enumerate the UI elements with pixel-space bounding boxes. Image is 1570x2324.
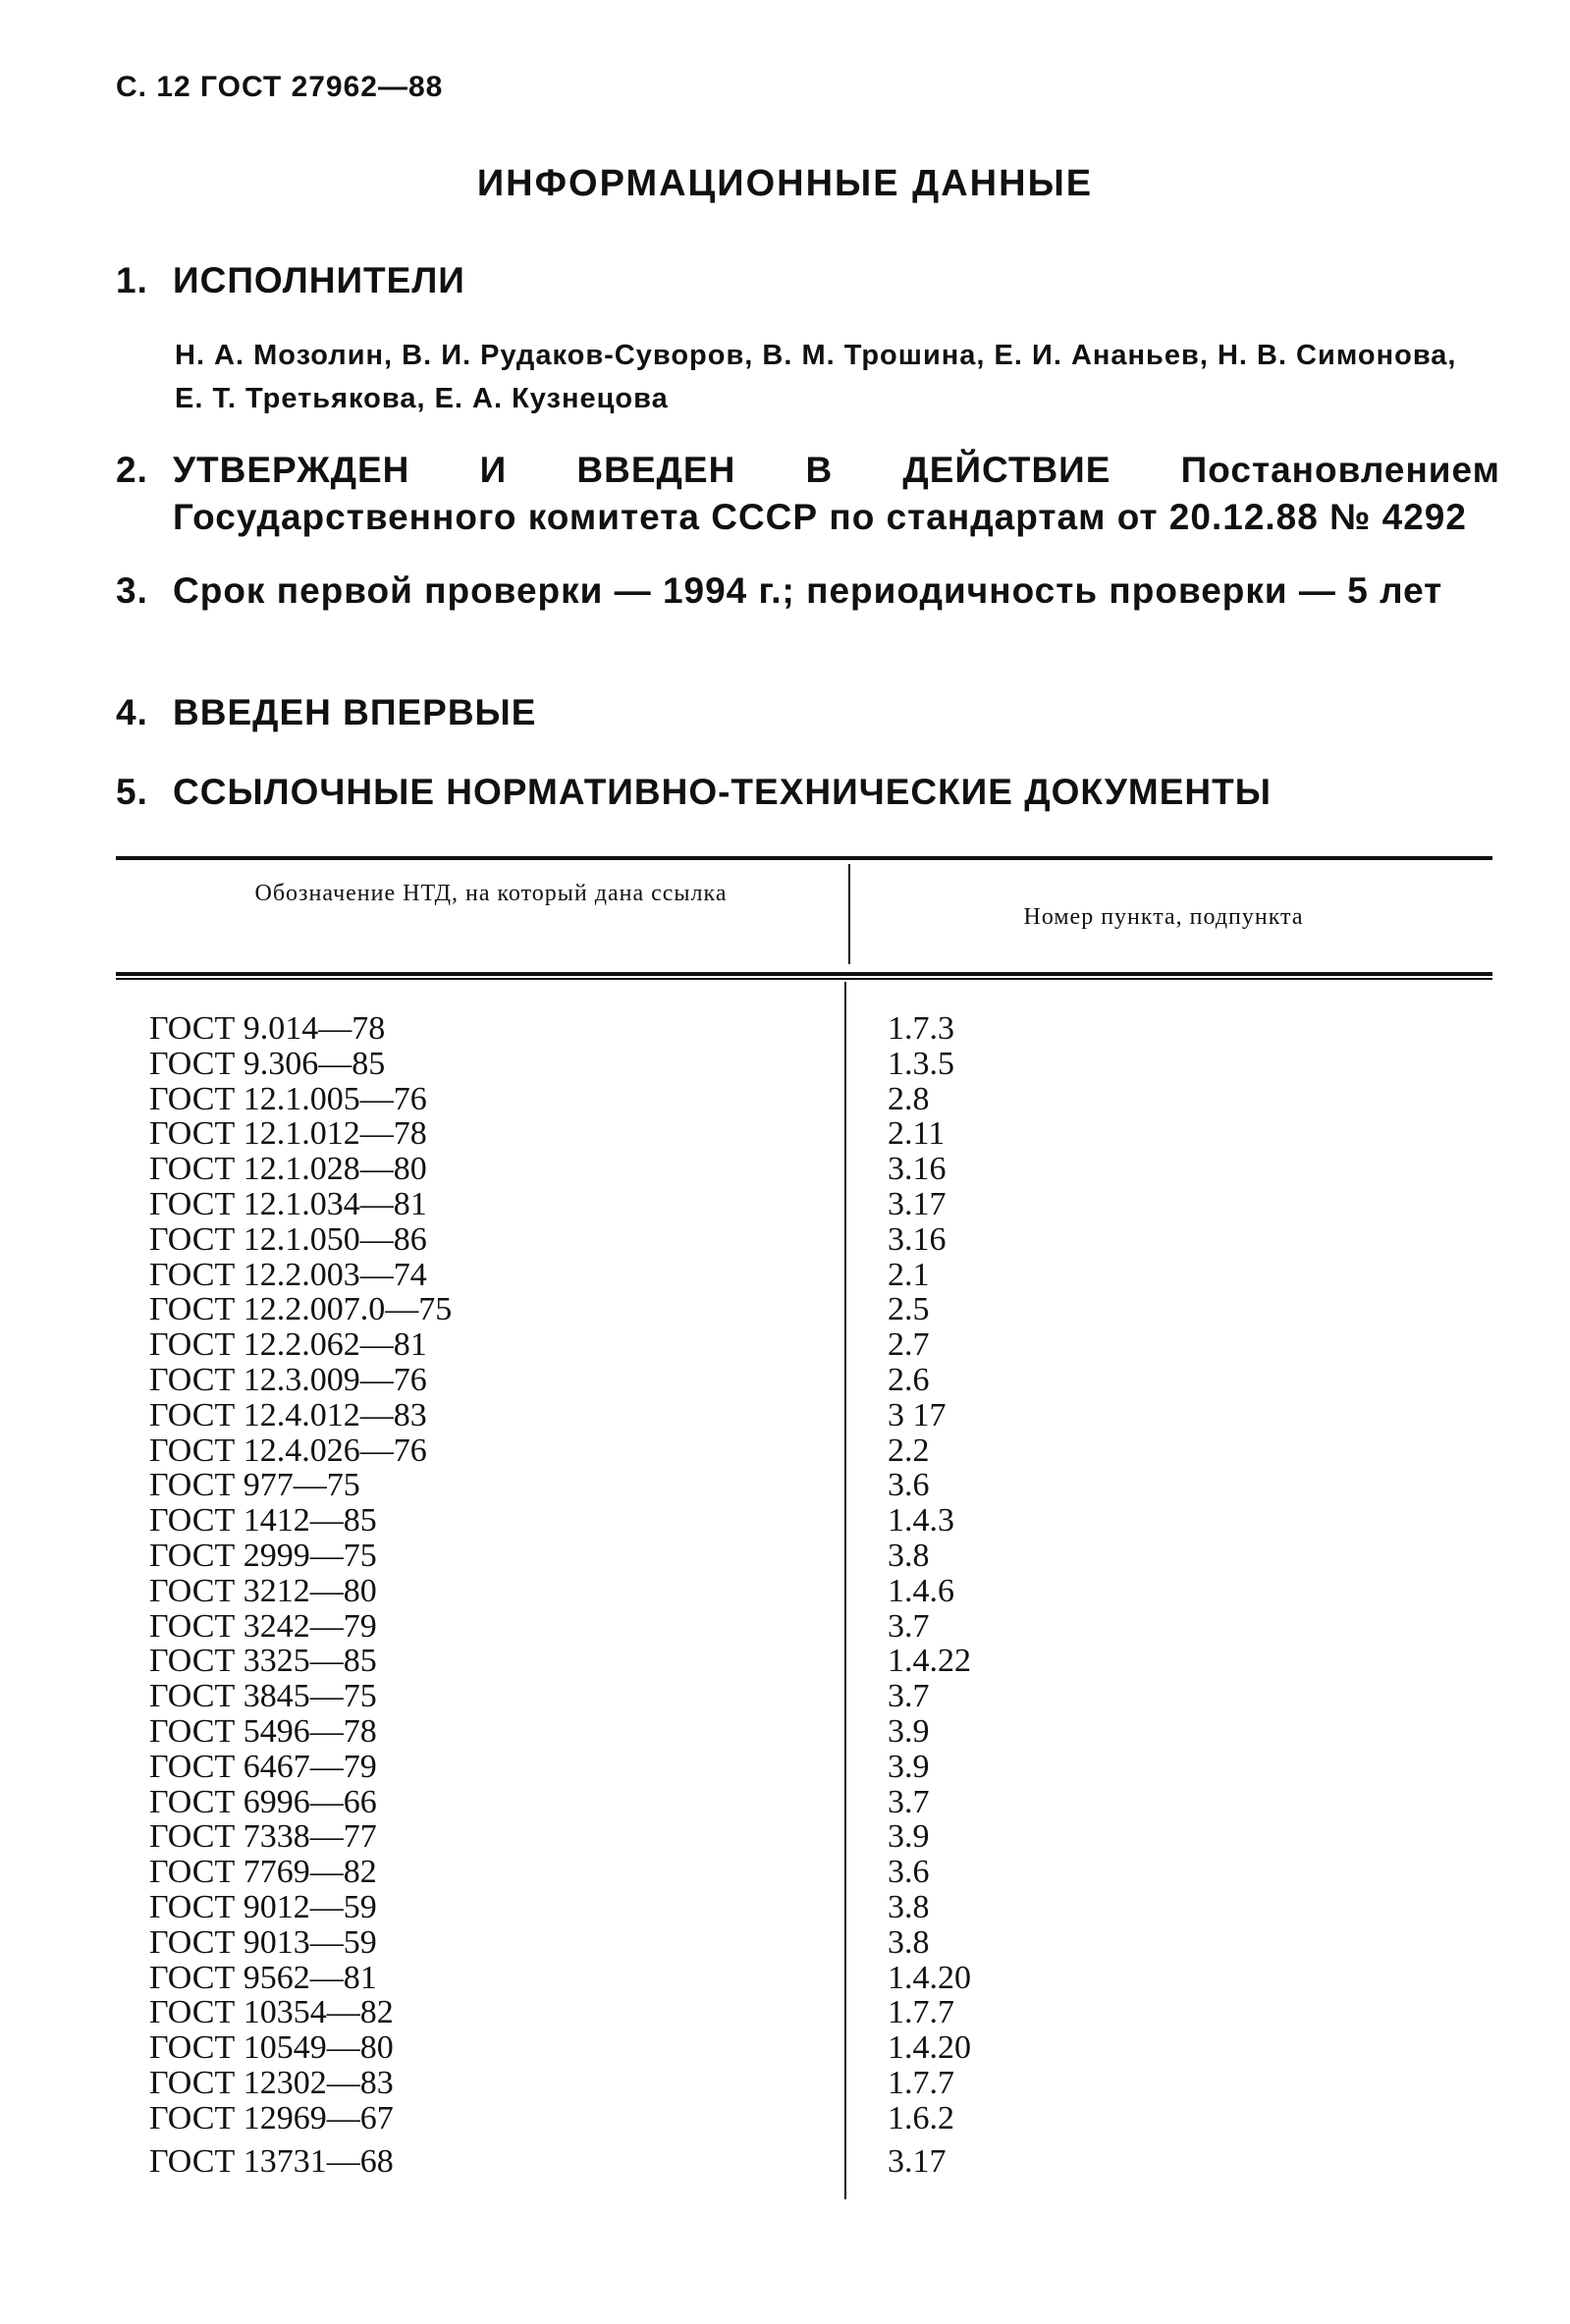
clause-number: 3.7 xyxy=(888,1607,930,1645)
clause-number: 2.11 xyxy=(888,1115,946,1153)
table-row xyxy=(0,1187,1570,1222)
column-header-clause: Номер пункта, подпункта xyxy=(1023,904,1304,930)
table-row xyxy=(0,1644,1570,1679)
table-row xyxy=(0,1082,1570,1117)
ntd-designation: ГОСТ 6467—79 xyxy=(149,1748,377,1785)
clause-number: 2.2 xyxy=(888,1432,930,1469)
table-row xyxy=(0,1855,1570,1890)
section-1 xyxy=(116,257,1490,304)
table-row xyxy=(0,2101,1570,2136)
reference-table-body xyxy=(0,1011,1570,2179)
clause-number: 2.7 xyxy=(888,1326,930,1364)
table-top-rule xyxy=(116,856,1492,860)
table-row xyxy=(0,2066,1570,2101)
table-row xyxy=(0,1574,1570,1609)
clause-number: 1.6.2 xyxy=(888,2099,954,2136)
ntd-designation: ГОСТ 12.1.050—86 xyxy=(149,1220,427,1258)
table-row xyxy=(0,1116,1570,1152)
ntd-designation: ГОСТ 13731—68 xyxy=(149,2142,394,2180)
table-row xyxy=(0,1152,1570,1187)
clause-number: 1.4.20 xyxy=(888,2029,971,2067)
ntd-designation: ГОСТ 12.1.028—80 xyxy=(149,1151,427,1188)
table-row xyxy=(0,1011,1570,1047)
clause-number: 3.8 xyxy=(888,1923,930,1961)
table-row xyxy=(0,1819,1570,1855)
ntd-designation: ГОСТ 12969—67 xyxy=(149,2099,394,2136)
clause-number: 3.9 xyxy=(888,1748,930,1785)
ntd-designation: ГОСТ 12.1.034—81 xyxy=(149,1185,427,1222)
table-row xyxy=(0,1890,1570,1925)
section-text: Срок первой проверки — 1994 г.; периодичность проверки — 5 лет xyxy=(173,570,1443,611)
table-row xyxy=(0,1609,1570,1645)
section-text: ВВЕДЕН ВПЕРВЫЕ xyxy=(173,692,537,732)
ntd-designation: ГОСТ 9013—59 xyxy=(149,1923,377,1961)
ntd-designation: ГОСТ 3845—75 xyxy=(149,1678,377,1715)
clause-number: 3.6 xyxy=(888,1467,930,1504)
section-number: 1. xyxy=(116,260,148,300)
ntd-designation: ГОСТ 3212—80 xyxy=(149,1572,377,1609)
clause-number: 3.7 xyxy=(888,1678,930,1715)
table-row xyxy=(0,1503,1570,1539)
ntd-designation: ГОСТ 12.1.005—76 xyxy=(149,1080,427,1117)
clause-number: 3.9 xyxy=(888,1712,930,1750)
table-row xyxy=(0,1398,1570,1433)
clause-number: 3 17 xyxy=(888,1396,947,1433)
section-number: 5. xyxy=(116,772,148,812)
table-row xyxy=(0,1468,1570,1503)
ntd-designation: ГОСТ 12.2.062—81 xyxy=(149,1326,427,1364)
ntd-designation: ГОСТ 5496—78 xyxy=(149,1712,377,1750)
ntd-designation: ГОСТ 3242—79 xyxy=(149,1607,377,1645)
clause-number: 1.7.7 xyxy=(888,2064,954,2101)
table-row xyxy=(0,1750,1570,1785)
clause-number: 3.16 xyxy=(888,1220,947,1258)
ntd-designation: ГОСТ 7338—77 xyxy=(149,1818,377,1856)
table-row xyxy=(0,2030,1570,2066)
ntd-designation: ГОСТ 7769—82 xyxy=(149,1854,377,1891)
section-number: 3. xyxy=(116,570,148,611)
clause-number: 2.8 xyxy=(888,1080,930,1117)
clause-number: 3.17 xyxy=(888,1185,947,1222)
ntd-designation: ГОСТ 977—75 xyxy=(149,1467,360,1504)
ntd-designation: ГОСТ 9.014—78 xyxy=(149,1010,386,1047)
table-row xyxy=(0,1961,1570,1996)
ntd-designation: ГОСТ 12.3.009—76 xyxy=(149,1361,427,1398)
clause-number: 1.7.3 xyxy=(888,1010,954,1047)
section-text: ИСПОЛНИТЕЛИ xyxy=(173,260,465,300)
table-row xyxy=(0,1327,1570,1363)
clause-number: 1.4.3 xyxy=(888,1502,954,1540)
column-header-document: Обозначение НТД, на который дана ссылка xyxy=(254,881,728,906)
clause-number: 1.3.5 xyxy=(888,1045,954,1082)
table-row xyxy=(0,2144,1570,2180)
clause-number: 3.8 xyxy=(888,1537,930,1574)
table-row xyxy=(0,1714,1570,1750)
clause-number: 1.4.22 xyxy=(888,1643,971,1680)
ntd-designation: ГОСТ 6996—66 xyxy=(149,1783,377,1820)
clause-number: 3.7 xyxy=(888,1783,930,1820)
ntd-designation: ГОСТ 9012—59 xyxy=(149,1888,377,1925)
section-text: УТВЕРЖДЕН И ВВЕДЕН В ДЕЙСТВИЕ Постановлением Государственного комитета СССР по стандартам от 20.12.88 № 4292 xyxy=(173,450,1500,537)
ntd-designation: ГОСТ 3325—85 xyxy=(149,1643,377,1680)
clause-number: 1.4.20 xyxy=(888,1959,971,1996)
clause-number: 3.8 xyxy=(888,1888,930,1925)
ntd-designation: ГОСТ 12.1.012—78 xyxy=(149,1115,427,1153)
table-row xyxy=(0,1925,1570,1961)
table-row xyxy=(0,1222,1570,1258)
ntd-designation: ГОСТ 12.4.026—76 xyxy=(149,1432,427,1469)
ntd-designation: ГОСТ 12.2.003—74 xyxy=(149,1256,427,1293)
clause-number: 3.9 xyxy=(888,1818,930,1856)
table-row xyxy=(0,1258,1570,1293)
ntd-designation: ГОСТ 1412—85 xyxy=(149,1502,377,1540)
clause-number: 3.16 xyxy=(888,1151,947,1188)
section-text: ССЫЛОЧНЫЕ НОРМАТИВНО-ТЕХНИЧЕСКИЕ ДОКУМЕНТЫ xyxy=(173,772,1272,812)
section-2 xyxy=(116,447,1500,541)
ntd-designation: ГОСТ 12302—83 xyxy=(149,2064,394,2101)
section-3 xyxy=(116,567,1500,615)
section-number: 4. xyxy=(116,692,148,732)
clause-number: 3.6 xyxy=(888,1854,930,1891)
page-header: С. 12 ГОСТ 27962—88 xyxy=(116,71,444,103)
ntd-designation: ГОСТ 9.306—85 xyxy=(149,1045,386,1082)
section-number: 2. xyxy=(116,450,148,490)
clause-number: 3.17 xyxy=(888,2142,947,2180)
document-title: ИНФОРМАЦИОННЫЕ ДАННЫЕ xyxy=(476,163,1094,204)
table-row xyxy=(0,1679,1570,1714)
authors-list: Н. А. Мозолин, В. И. Рудаков-Суворов, В. М. Трошина, Е. И. Ананьев, Н. В. Симонова, Е. Т. Третьякова, Е. А. Кузнецова xyxy=(175,340,1457,414)
header-column-divider xyxy=(848,864,850,964)
clause-number: 2.6 xyxy=(888,1361,930,1398)
section-4 xyxy=(116,689,1490,736)
clause-number: 2.5 xyxy=(888,1291,930,1328)
table-row xyxy=(0,1785,1570,1820)
clause-number: 1.7.7 xyxy=(888,1994,954,2031)
section-5 xyxy=(116,769,1490,816)
clause-number: 1.4.6 xyxy=(888,1572,954,1609)
ntd-designation: ГОСТ 12.4.012—83 xyxy=(149,1396,427,1433)
ntd-designation: ГОСТ 2999—75 xyxy=(149,1537,377,1574)
table-row xyxy=(0,1047,1570,1082)
ntd-designation: ГОСТ 9562—81 xyxy=(149,1959,377,1996)
ntd-designation: ГОСТ 10354—82 xyxy=(149,1994,394,2031)
table-row xyxy=(0,1433,1570,1469)
table-row xyxy=(0,1363,1570,1398)
table-row xyxy=(0,1995,1570,2030)
table-row xyxy=(0,1539,1570,1574)
clause-number: 2.1 xyxy=(888,1256,930,1293)
ntd-designation: ГОСТ 10549—80 xyxy=(149,2029,394,2067)
ntd-designation: ГОСТ 12.2.007.0—75 xyxy=(149,1291,453,1328)
table-row xyxy=(0,1292,1570,1327)
